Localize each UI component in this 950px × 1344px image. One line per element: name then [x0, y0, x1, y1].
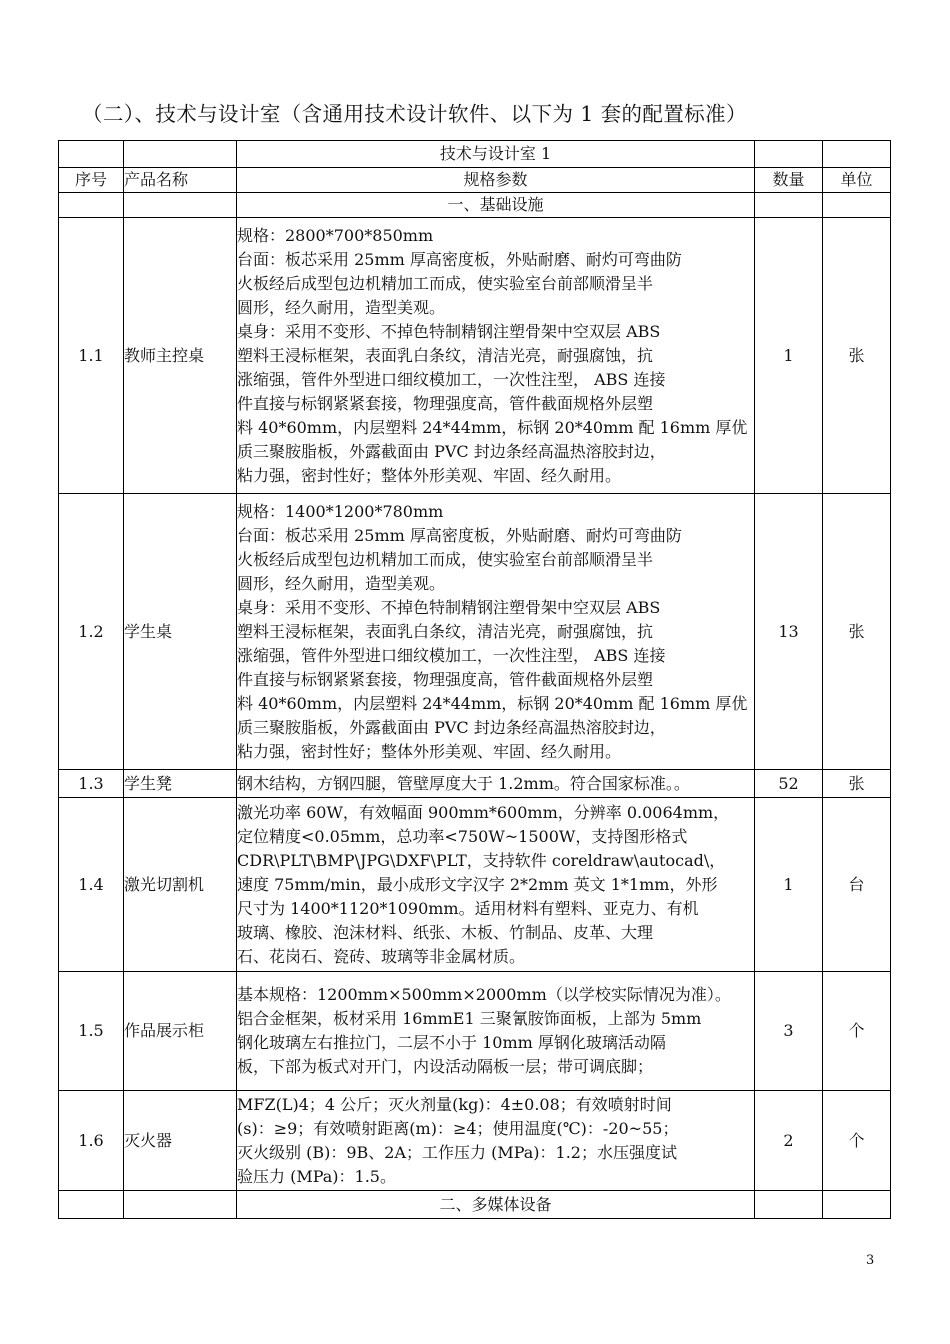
section-title-multimedia: 二、多媒体设备: [237, 1191, 755, 1219]
spec-line: 件直接与标钢紧紧套接，物理强度高，管件截面规格外层塑: [237, 393, 654, 413]
header-unit: 单位: [823, 168, 891, 193]
row-spec: [237, 218, 755, 494]
spec-line: 基本规格：1200mm×500mm×2000mm（以学校实际情况为准）。: [237, 985, 731, 1004]
row-unit: 台: [823, 798, 891, 972]
equipment-table: [58, 140, 891, 1219]
section-blank-1: [59, 193, 124, 218]
spec-line: 质三聚胺脂板，外露截面由 PVC 封边条经高温热溶胶封边，: [237, 441, 666, 461]
row-quantity: 1: [755, 218, 823, 494]
row-product-name: 学生桌: [124, 494, 237, 770]
spec-line: 质三聚胺脂板，外露截面由 PVC 封边条经高温热溶胶封边，: [237, 717, 666, 737]
row-unit: 张: [823, 770, 891, 798]
spec-line: (s)：≥9；有效喷射距离(m)：≥4；使用温度(℃)：-20~55；: [237, 1118, 679, 1138]
table-row: [59, 494, 891, 770]
spec-line: 料 40*60mm，内层塑料 24*44mm，标钢 20*40mm 配 16mm 厚优: [237, 693, 748, 713]
row-quantity: 3: [755, 972, 823, 1091]
row-product-name: 教师主控桌: [124, 218, 237, 494]
spec-line: 涨缩强，管件外型进口细纹模加工，一次性注型， ABS 连接: [237, 645, 666, 665]
section-blank-6: [124, 1191, 237, 1219]
header-spec: 规格参数: [237, 168, 755, 193]
spec-line: 规格：1400*1200*780mm: [237, 501, 444, 521]
table-title: 技术与设计室 1: [237, 141, 755, 168]
table-header-row: [59, 168, 891, 193]
spec-line: MFZ(L)4；4 公斤；灭火剂量(kg)：4±0.08；有效喷射时间: [237, 1094, 672, 1114]
spec-line: 塑料王浸标框架，表面乳白条纹，清洁光亮，耐强腐蚀，抗: [237, 621, 654, 641]
spec-line: 速度 75mm/min，最小成形文字汉字 2*2mm 英文 1*1mm，外形: [237, 874, 718, 894]
section-blank-4: [823, 193, 891, 218]
spec-line: 板，下部为板式对开门，内设活动隔板一层；带可调底脚；: [237, 1057, 654, 1076]
row-unit: 张: [823, 494, 891, 770]
table-row: [59, 798, 891, 972]
row-spec: [237, 494, 755, 770]
table-row: [59, 972, 891, 1091]
spec-line: 件直接与标钢紧紧套接，物理强度高，管件截面规格外层塑: [237, 669, 654, 689]
section-blank-8: [823, 1191, 891, 1219]
table-title-blank-3: [755, 141, 823, 168]
row-spec: [237, 1091, 755, 1191]
row-product-name: 灭火器: [124, 1091, 237, 1191]
spec-line: 火板经后成型包边机精加工而成，使实验室台前部顺滑呈半: [237, 549, 654, 569]
spec-line: 圆形，经久耐用，造型美观。: [237, 297, 446, 317]
spec-line: 激光功率 60W，有效幅面 900mm*600mm，分辨率 0.0064mm，: [237, 802, 730, 822]
spec-line: 铝合金框架，板材采用 16mmE1 三聚氰胺饰面板，上部为 5mm: [237, 1009, 702, 1028]
section-blank-2: [124, 193, 237, 218]
spec-line: 灭火级别 (B)：9B、2A；工作压力 (MPa)：1.2；水压强度试: [237, 1142, 677, 1162]
row-quantity: 1: [755, 798, 823, 972]
spec-line: 涨缩强，管件外型进口细纹模加工，一次性注型， ABS 连接: [237, 369, 666, 389]
spec-line: 桌身：采用不变形、不掉色特制精钢注塑骨架中空双层 ABS: [237, 321, 661, 341]
section-blank-5: [59, 1191, 124, 1219]
row-unit: 个: [823, 972, 891, 1091]
row-quantity: 52: [755, 770, 823, 798]
spec-line: 粘力强，密封性好；整体外形美观、牢固、经久耐用。: [237, 741, 622, 761]
section-blank-7: [755, 1191, 823, 1219]
row-unit: 张: [823, 218, 891, 494]
row-spec: [237, 972, 755, 1091]
section-heading: （二）、技术与设计室（含通用技术设计软件、以下为 1 套的配置标准）: [82, 102, 747, 126]
row-product-name: 作品展示柜: [124, 972, 237, 1091]
table-title-row: [59, 141, 891, 168]
row-spec: [237, 798, 755, 972]
header-name: 产品名称: [124, 168, 237, 193]
spec-line: 定位精度<0.05mm，总功率<750W~1500W，支持图形格式: [237, 826, 688, 846]
spec-line: 石、花岗石、瓷砖、玻璃等非金属材质。: [237, 946, 526, 966]
spec-line: 塑料王浸标框架，表面乳白条纹，清洁光亮，耐强腐蚀，抗: [237, 345, 654, 365]
spec-line: 粘力强，密封性好；整体外形美观、牢固、经久耐用。: [237, 465, 622, 485]
spec-line: 料 40*60mm，内层塑料 24*44mm，标钢 20*40mm 配 16mm 厚优: [237, 417, 748, 437]
spec-line: 火板经后成型包边机精加工而成，使实验室台前部顺滑呈半: [237, 273, 654, 293]
section-row-infrastructure: [59, 193, 891, 218]
row-index: 1.5: [59, 972, 124, 1091]
spec-line: CDR\PLT\BMP\JPG\DXF\PLT，支持软件 coreldraw\autocad\，: [237, 850, 726, 870]
table-title-blank-1: [59, 141, 124, 168]
row-quantity: 13: [755, 494, 823, 770]
spec-line: 玻璃、橡胶、泡沫材料、纸张、木板、竹制品、皮革、大理: [237, 922, 654, 942]
table-row: [59, 218, 891, 494]
table-row: [59, 770, 891, 798]
spec-line: 钢木结构，方钢四腿，管壁厚度大于 1.2mm。符合国家标准。。: [237, 773, 690, 793]
row-spec: [237, 770, 755, 798]
row-product-name: 学生凳: [124, 770, 237, 798]
header-index: 序号: [59, 168, 124, 193]
spec-line: 桌身：采用不变形、不掉色特制精钢注塑骨架中空双层 ABS: [237, 597, 661, 617]
row-unit: 个: [823, 1091, 891, 1191]
table-row: [59, 1091, 891, 1191]
row-index: 1.1: [59, 218, 124, 494]
section-row-multimedia: [59, 1191, 891, 1219]
row-product-name: 激光切割机: [124, 798, 237, 972]
header-qty: 数量: [755, 168, 823, 193]
table-title-blank-4: [823, 141, 891, 168]
table-title-blank-2: [124, 141, 237, 168]
row-quantity: 2: [755, 1091, 823, 1191]
page-number: 3: [866, 1253, 875, 1268]
spec-line: 台面：板芯采用 25mm 厚高密度板，外贴耐磨、耐灼可弯曲防: [237, 249, 682, 269]
row-index: 1.4: [59, 798, 124, 972]
row-index: 1.3: [59, 770, 124, 798]
spec-line: 尺寸为 1400*1120*1090mm。适用材料有塑料、亚克力、有机: [237, 898, 699, 918]
spec-line: 规格：2800*700*850mm: [237, 225, 434, 245]
section-blank-3: [755, 193, 823, 218]
row-index: 1.6: [59, 1091, 124, 1191]
spec-line: 圆形，经久耐用，造型美观。: [237, 573, 446, 593]
spec-line: 钢化玻璃左右推拉门，二层不小于 10mm 厚钢化玻璃活动隔: [237, 1033, 666, 1052]
row-index: 1.2: [59, 494, 124, 770]
spec-line: 验压力 (MPa)：1.5。: [237, 1166, 396, 1186]
section-title-infrastructure: 一、基础设施: [237, 193, 755, 218]
spec-line: 台面：板芯采用 25mm 厚高密度板，外贴耐磨、耐灼可弯曲防: [237, 525, 682, 545]
